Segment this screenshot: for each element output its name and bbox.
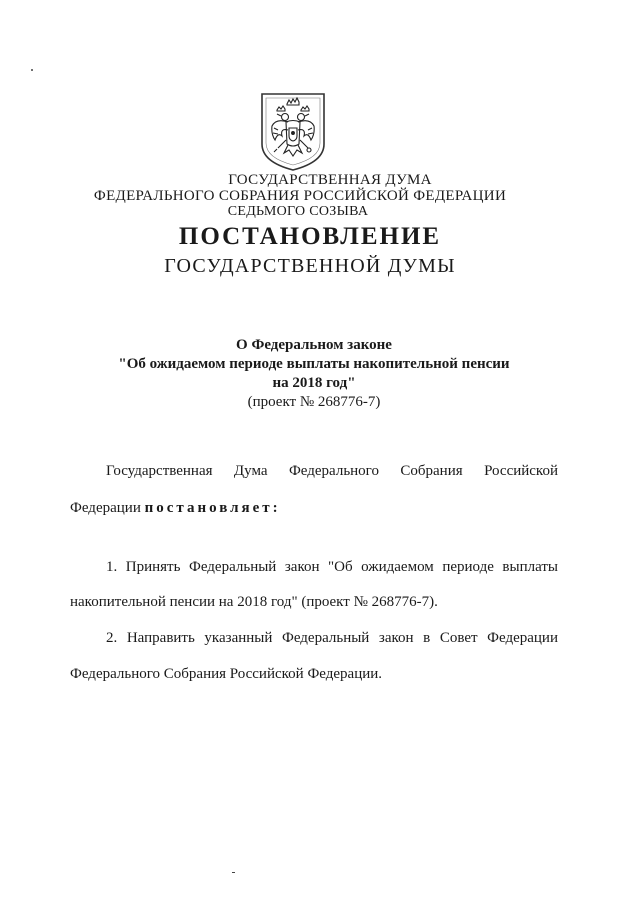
item-2-line-1: 2. Направить указанный Федеральный закон в Совет Федерации <box>106 630 558 646</box>
law-title-year: на 2018 год" <box>272 375 356 391</box>
scan-speck <box>31 69 33 71</box>
scan-speck <box>232 872 235 873</box>
preamble-line-2 <box>70 500 558 517</box>
preamble-resolves: постановляет: <box>144 500 281 516</box>
item-1-line-1: 1. Принять Федеральный закон "Об ожидаемом периоде выплаты <box>106 559 558 575</box>
item-1-line-2: накопительной пенсии на 2018 год" (проект № 268776-7). <box>70 594 438 610</box>
header-duma: ГОСУДАРСТВЕННАЯ ДУМА <box>228 172 432 188</box>
item-2-line-2: Федерального Собрания Российской Федерации. <box>70 666 383 682</box>
law-heading-line: О Федеральном законе <box>236 337 392 353</box>
document-title: ПОСТАНОВЛЕНИЕ <box>178 223 442 250</box>
coat-of-arms-emblem <box>258 92 328 172</box>
preamble-line-1: Государственная Дума Федерального Собрания Российской <box>106 463 558 479</box>
header-federal-assembly: ФЕДЕРАЛЬНОГО СОБРАНИЯ РОССИЙСКОЙ ФЕДЕРАЦИИ <box>93 188 507 204</box>
document-subtitle: ГОСУДАРСТВЕННОЙ ДУМЫ <box>164 255 456 277</box>
header-convocation: СЕДЬМОГО СОЗЫВА <box>227 204 369 219</box>
law-project-number: (проект № 268776-7) <box>247 394 381 410</box>
preamble-federation: Федерации <box>70 500 141 516</box>
law-heading-block <box>0 336 628 412</box>
law-title-line: "Об ожидаемом периоде выплаты накопительной пенсии <box>118 356 510 372</box>
